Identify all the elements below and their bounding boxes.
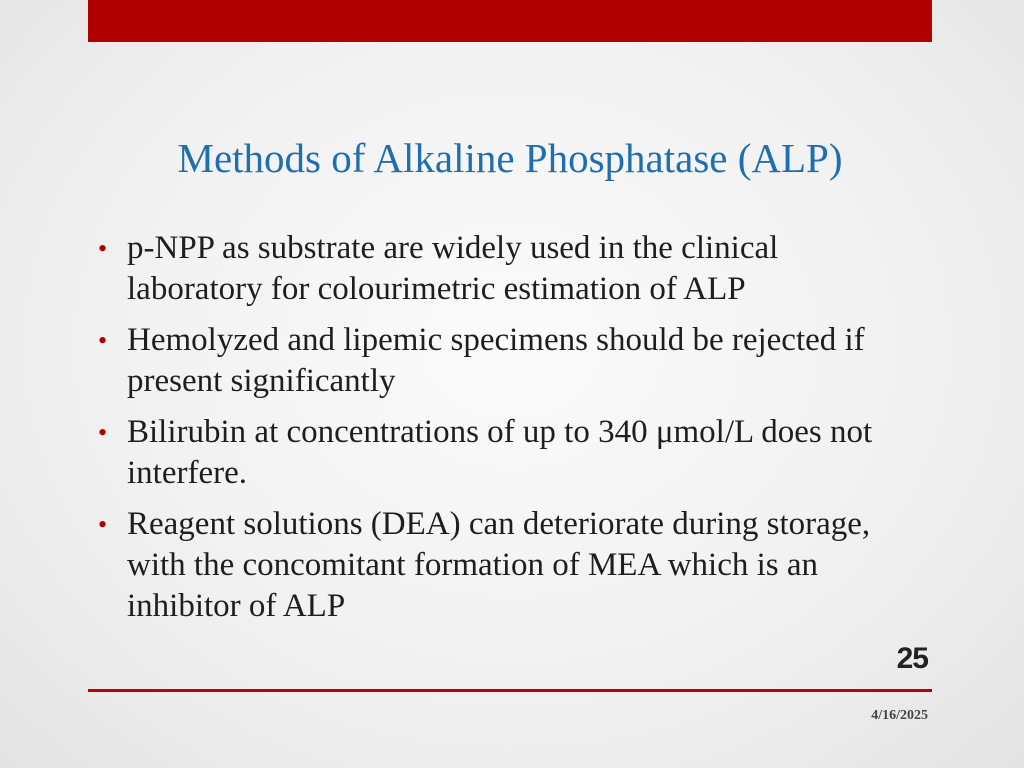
- footer-divider: [88, 689, 932, 692]
- bullet-list: [98, 228, 918, 637]
- bullet-dot-icon: •: [98, 418, 108, 447]
- bullet-text: Bilirubin at concentrations of up to 340 μmol/L does not interfere.: [127, 414, 873, 491]
- slide-date: 4/16/2025: [871, 708, 928, 723]
- top-accent-bar: [88, 0, 932, 42]
- bullet-dot-icon: •: [98, 510, 108, 539]
- bullet-text: Hemolyzed and lipemic specimens should be rejected if present significantly: [127, 322, 865, 399]
- bullet-dot-icon: •: [98, 326, 108, 355]
- list-item: [98, 504, 918, 627]
- bullet-dot-icon: •: [98, 234, 108, 263]
- list-item: [98, 412, 918, 494]
- page-number: 25: [896, 642, 928, 675]
- bullet-text: Reagent solutions (DEA) can deteriorate during storage, with the concomitant formation of MEA which is an inhibitor of ALP: [127, 506, 871, 624]
- list-item: [98, 320, 918, 402]
- bullet-text: p-NPP as substrate are widely used in the clinical laboratory for colourimetric estimation of ALP: [127, 230, 779, 307]
- list-item: [98, 228, 918, 310]
- slide-title: Methods of Alkaline Phosphatase (ALP): [177, 135, 843, 181]
